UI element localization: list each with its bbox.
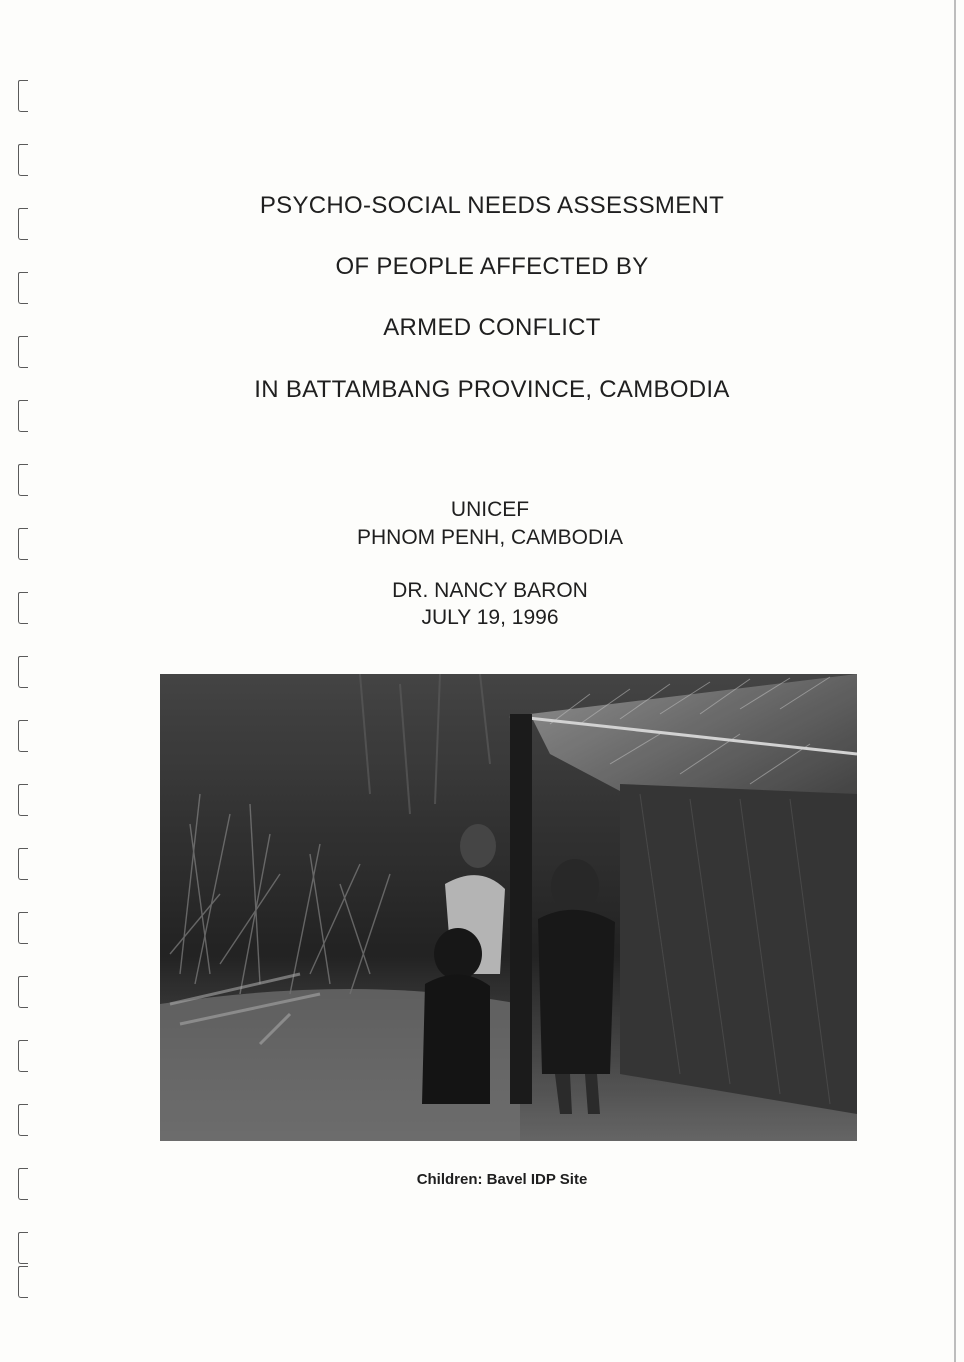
location: PHNOM PENH, CAMBODIA (356, 526, 624, 549)
binding-ring (18, 336, 28, 368)
title-line-3: ARMED CONFLICT (383, 314, 601, 341)
binding-ring (18, 80, 28, 112)
binding-ring (18, 1040, 28, 1072)
spiral-binding (14, 30, 40, 1320)
page-edge (954, 0, 956, 1362)
organization: UNICEF (450, 498, 530, 521)
title-line-4: IN BATTAMBANG PROVINCE, CAMBODIA (254, 376, 730, 403)
binding-ring (18, 1232, 28, 1264)
binding-ring (18, 208, 28, 240)
title-line-1: PSYCHO-SOCIAL NEEDS ASSESSMENT (259, 192, 725, 219)
binding-ring (18, 656, 28, 688)
binding-ring (18, 464, 28, 496)
binding-ring (18, 592, 28, 624)
date: JULY 19, 1996 (421, 606, 559, 629)
binding-ring (18, 848, 28, 880)
binding-ring (18, 912, 28, 944)
binding-ring (18, 976, 28, 1008)
binding-ring (18, 528, 28, 560)
photo-children-at-hut (160, 674, 857, 1141)
binding-ring (18, 1168, 28, 1200)
binding-ring (18, 1266, 28, 1298)
photo-caption: Children: Bavel IDP Site (416, 1171, 588, 1188)
binding-ring (18, 144, 28, 176)
binding-ring (18, 400, 28, 432)
author: DR. NANCY BARON (392, 579, 588, 602)
cover-photo (160, 674, 857, 1141)
binding-ring (18, 784, 28, 816)
binding-ring (18, 720, 28, 752)
title-line-2: OF PEOPLE AFFECTED BY (335, 253, 649, 280)
binding-ring (18, 272, 28, 304)
binding-ring (18, 1104, 28, 1136)
